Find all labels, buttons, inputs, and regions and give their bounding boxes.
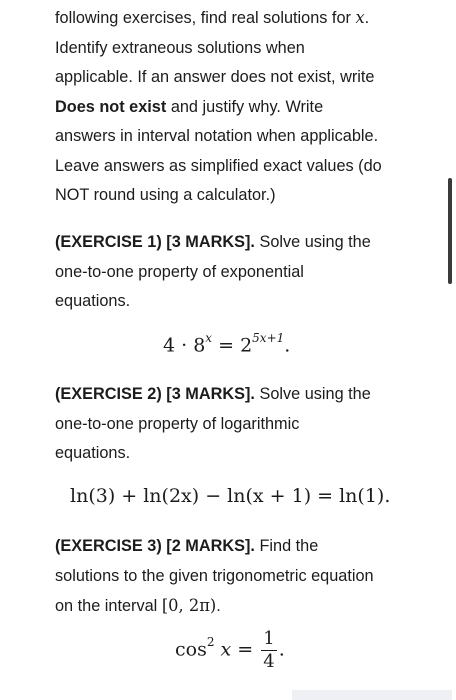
does-not-exist-emphasis: Does not exist: [55, 97, 167, 116]
exercise-2-prompt: (EXERCISE 2) [3 MARKS]. Solve using the one-to-one property of logarithmic equations.: [55, 385, 371, 462]
fraction: $\frac{1}{4}$: [263, 628, 275, 672]
exercise-2-equation: ln(3) + ln(2x) − ln(x + 1) = ln(1).: [70, 485, 391, 507]
bottom-bar: [292, 690, 452, 700]
instructions-line: answers in interval notation when applicable.: [55, 127, 379, 145]
exercise-3-prompt: (EXERCISE 3) [2 MARKS]. Find the solutions to the given trigonometric equation on the interval [0, 2π).: [55, 537, 374, 615]
exercise-2-heading: (EXERCISE 2) [3 MARKS].: [55, 385, 255, 403]
instructions-line: applicable. If an answer does not exist, write: [55, 68, 375, 86]
exercise-3-equation: $\cos^2 x$ = $\frac{1}{4}$ .: [175, 628, 285, 672]
instructions-line: following exercises, find real solutions for x.: [55, 8, 370, 27]
exercise-1-heading: (EXERCISE 1) [3 MARKS].: [55, 233, 255, 251]
exercise-1-equation: $4 \cdot 8^x = 2^{5x+1}$.: [163, 331, 291, 357]
instructions-line: NOT round using a calculator.): [55, 186, 276, 204]
exercise-1-prompt: (EXERCISE 1) [3 MARKS]. Solve using the one-to-one property of exponential equations.: [55, 233, 371, 310]
instructions-line: Leave answers as simplified exact values (do: [55, 156, 382, 175]
variable-x: x: [355, 8, 365, 27]
interval: [0, 2π): [161, 596, 217, 615]
instructions-line: Does not exist and justify why. Write: [55, 97, 324, 116]
vertical-scrollbar[interactable]: [448, 178, 452, 284]
instructions-line: Identify extraneous solutions when: [55, 38, 305, 57]
exercise-3-heading: (EXERCISE 3) [2 MARKS].: [55, 537, 255, 555]
instructions-paragraph: [55, 3, 382, 211]
